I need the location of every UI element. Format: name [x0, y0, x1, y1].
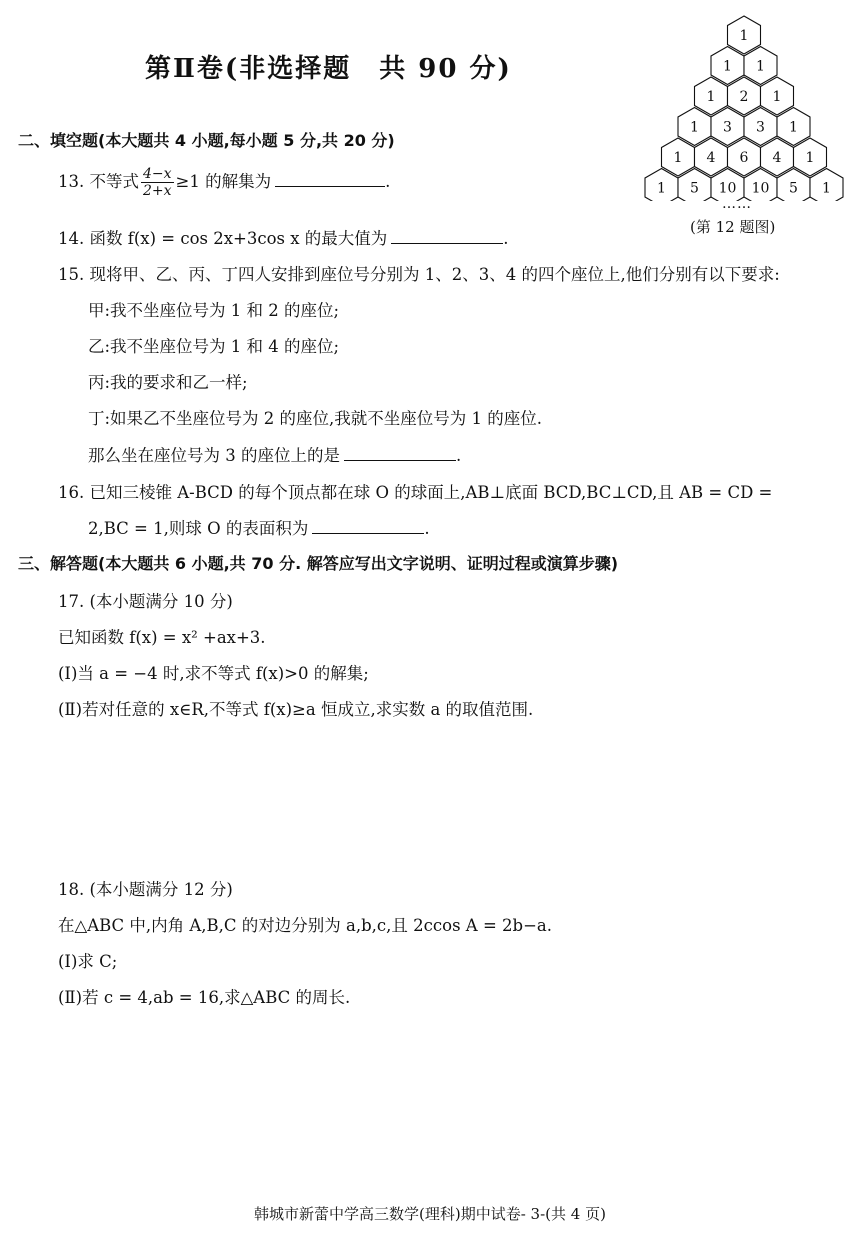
- q15-line-bing: 丙:我的要求和乙一样;: [88, 373, 248, 392]
- hex-cell-value: 4: [706, 150, 716, 166]
- page-footer: 韩城市新蕾中学高三数学(理科)期中试卷- 3-(共 4 页): [254, 1205, 606, 1223]
- hex-cell-value: 1: [772, 89, 782, 105]
- q13-prefix: 13. 不等式: [58, 172, 139, 191]
- q18-stem: 在△ABC 中,内角 A,B,C 的对边分别为 a,b,c,且 2ccos A = 2b−a.: [58, 916, 552, 935]
- hex-cell-value: 3: [756, 119, 765, 136]
- q18-part2: (Ⅱ)若 c = 4,ab = 16,求△ABC 的周长.: [58, 988, 351, 1007]
- q13-fraction: [141, 166, 174, 199]
- figure-caption: (第 12 题图): [690, 218, 776, 236]
- hex-cell-value: 6: [739, 150, 749, 166]
- pascal-hexagon-figure: [640, 15, 850, 201]
- section-heading-fill-in: 二、填空题(本大题共 4 小题,每小题 5 分,共 20 分): [18, 131, 395, 150]
- q13-end: .: [385, 172, 391, 191]
- q18-part1: (Ⅰ)求 C;: [58, 952, 118, 971]
- q13-suffix: ≥1 的解集为: [175, 172, 272, 191]
- hex-cell-value: 1: [657, 180, 666, 197]
- question-14: [58, 225, 509, 249]
- q13-denominator: 2+x: [143, 183, 172, 199]
- q15-line-yi: 乙:我不坐座位号为 1 和 4 的座位;: [88, 337, 340, 356]
- q15-intro: 15. 现将甲、乙、丙、丁四人安排到座位号分别为 1、2、3、4 的四个座位上,他们分别有以下要求:: [58, 265, 780, 284]
- question-13: [58, 166, 390, 199]
- q16-end: .: [424, 519, 430, 538]
- q15-question-text: 那么坐在座位号为 3 的座位上的是: [88, 446, 340, 465]
- section-heading-solutions: 三、解答题(本大题共 6 小题,共 70 分. 解答应写出文字说明、证明过程或演算步骤): [18, 554, 619, 573]
- page-title: 第Ⅱ卷(非选择题 共 90 分): [145, 54, 512, 84]
- q17-part1: (Ⅰ)当 a = −4 时,求不等式 f(x)>0 的解集;: [58, 664, 369, 683]
- q17-part2: (Ⅱ)若对任意的 x∈R,不等式 f(x)≥a 恒成立,求实数 a 的取值范围.: [58, 700, 534, 719]
- hex-cell-value: 1: [739, 28, 749, 44]
- hex-cell-value: 1: [723, 58, 732, 75]
- question-16-line2: [88, 515, 430, 539]
- q16-line1: 16. 已知三棱锥 A-BCD 的每个顶点都在球 O 的球面上,AB⊥底面 BCD,BC⊥CD,且 AB = CD =: [58, 483, 773, 502]
- hex-cell-value: 10: [751, 180, 770, 197]
- q13-answer-blank[interactable]: [275, 172, 385, 187]
- hex-cell-value: 1: [756, 58, 765, 75]
- q14-answer-blank[interactable]: [391, 229, 503, 244]
- hex-cell-value: 10: [718, 180, 737, 197]
- hex-cell-value: 5: [690, 180, 699, 197]
- hex-cell-value: 1: [706, 89, 716, 105]
- q14-end: .: [503, 229, 509, 248]
- q13-numerator: 4−x: [143, 166, 172, 182]
- q15-question: [88, 442, 461, 466]
- hex-cell-value: 5: [789, 180, 798, 197]
- q17-stem: 已知函数 f(x) = x² +ax+3.: [58, 628, 266, 647]
- q15-line-jia: 甲:我不坐座位号为 1 和 2 的座位;: [88, 301, 340, 320]
- q17-label: 17. (本小题满分 10 分): [58, 592, 233, 611]
- hex-cell-value: 1: [805, 150, 815, 166]
- hex-cell-value: 1: [822, 180, 831, 197]
- q14-text: 14. 函数 f(x) = cos 2x+3cos x 的最大值为: [58, 229, 388, 248]
- figure-ellipsis: ……: [722, 196, 752, 212]
- q15-line-ding: 丁:如果乙不坐座位号为 2 的座位,我就不坐座位号为 1 的座位.: [88, 409, 543, 428]
- hex-cell-value: 1: [690, 119, 699, 136]
- hex-cell-value: 1: [789, 119, 798, 136]
- q18-label: 18. (本小题满分 12 分): [58, 880, 233, 899]
- q15-end: .: [456, 446, 462, 465]
- hex-cell-value: 4: [772, 150, 782, 166]
- q16-answer-blank[interactable]: [312, 519, 424, 534]
- hex-cell-value: 3: [723, 119, 732, 136]
- q16-line2-text: 2,BC = 1,则球 O 的表面积为: [88, 519, 309, 538]
- q15-answer-blank[interactable]: [344, 446, 456, 461]
- hex-cell-value: 1: [673, 150, 683, 166]
- hex-cell-value: 2: [739, 89, 749, 105]
